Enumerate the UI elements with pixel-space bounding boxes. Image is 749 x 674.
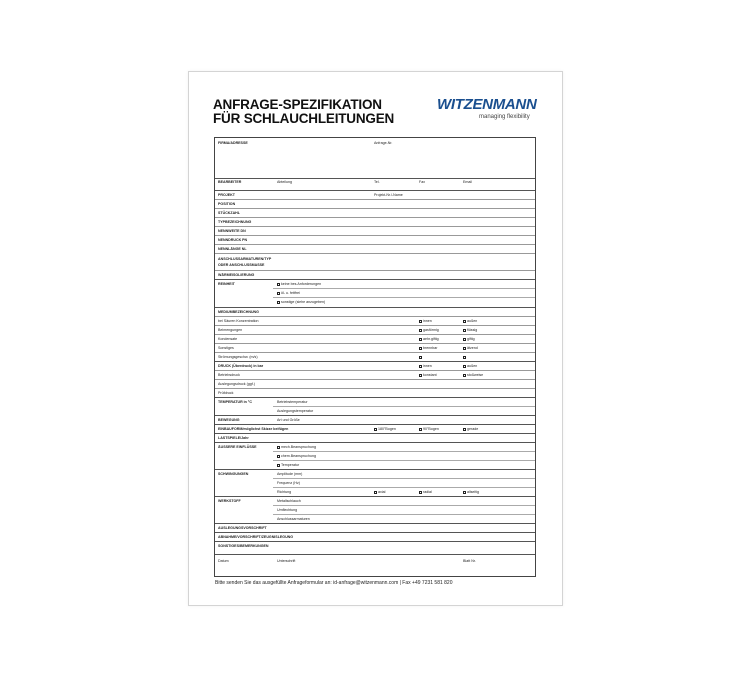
- title-line-2: FÜR SCHLAUCHLEITUNGEN: [213, 111, 395, 126]
- projekt-nr-label: Projekt-Nr./-Name: [374, 193, 403, 197]
- betriebsdruck-label: Betriebsdruck: [218, 373, 240, 377]
- abteilung-label: Abteilung: [277, 180, 292, 184]
- title-line-1: ANFRAGE-SPEZIFIKATION: [213, 97, 382, 112]
- form-divider: [215, 190, 535, 191]
- einbau-option[interactable]: gerade: [463, 427, 478, 431]
- form-divider: [215, 307, 535, 308]
- einbau-option[interactable]: 180°Bogen: [374, 427, 396, 431]
- aeussere-option[interactable]: Temperatur: [277, 463, 299, 467]
- projekt-label: PROJEKT: [218, 193, 235, 197]
- form-divider: [215, 334, 535, 335]
- reinheit-option[interactable]: sonstige (siehe anzugeben): [277, 300, 325, 304]
- aeussere-option[interactable]: chem.Beanspruchung: [277, 454, 316, 458]
- einbau-option[interactable]: 90°Bogen: [419, 427, 439, 431]
- form-divider: [215, 469, 535, 470]
- form-divider: [215, 415, 535, 416]
- checkbox-icon: [419, 491, 422, 494]
- form-divider: [215, 208, 535, 209]
- document-title: [213, 98, 394, 126]
- form-divider: [273, 406, 535, 407]
- auslegungsvorschrift-label: AUSLEGUNGSVORSCHRIFT: [218, 526, 267, 530]
- form-divider: [215, 433, 535, 434]
- form-divider: [273, 514, 535, 515]
- schwingungen-label: SCHWINGUNGEN: [218, 472, 249, 476]
- medium-option[interactable]: innen: [419, 319, 432, 323]
- checkbox-icon: [463, 347, 466, 350]
- checkbox-icon: [463, 329, 466, 332]
- logo-tagline: managing flexibility: [479, 114, 530, 120]
- checkbox-icon: [419, 320, 422, 323]
- tel-label: Tel.: [374, 180, 380, 184]
- medium-option[interactable]: flüssig: [463, 328, 477, 332]
- anschluss-label-2: ODER ANSCHLUSSMASSE: [218, 263, 265, 267]
- temperatur-label: TEMPERATUR in °C: [218, 400, 252, 404]
- form-divider: [215, 496, 535, 497]
- pruefdruck-label: Prüfdruck: [218, 391, 234, 395]
- medium-option[interactable]: ätzend: [463, 346, 478, 350]
- umflechtung-label: Umflechtung: [277, 508, 298, 512]
- medium-option[interactable]: [419, 355, 423, 359]
- form-divider: [215, 279, 535, 280]
- reinheit-option[interactable]: keine bes.Anforderungen: [277, 282, 321, 286]
- datum-label: Datum: [218, 559, 229, 563]
- auslegungsdruck-label: Auslegungsdruck (ggf.): [218, 382, 255, 386]
- checkbox-icon: [419, 329, 422, 332]
- bewegung-label: BEWEGUNG: [218, 418, 240, 422]
- checkbox-icon: [277, 283, 280, 286]
- form-divider: [215, 523, 535, 524]
- reinheit-label: REINHEIT: [218, 282, 235, 286]
- einbau-label: EINBAUFORM/möglichst Skizze beifügen: [218, 427, 289, 431]
- form-divider: [215, 388, 535, 389]
- beimengungen-label: Beimengungen: [218, 328, 243, 332]
- form-divider: [273, 487, 535, 488]
- checkbox-icon: [419, 356, 422, 359]
- checkbox-icon: [374, 491, 377, 494]
- typ-label: TYPBEZEICHNUNG: [218, 220, 252, 224]
- druck-option[interactable]: stoßweise: [463, 373, 483, 377]
- checkbox-icon: [374, 428, 377, 431]
- richtung-option[interactable]: allseitig: [463, 490, 479, 494]
- form-divider: [215, 352, 535, 353]
- auslegungstemp-label: Auslegungstemperatur: [277, 409, 314, 413]
- betriebstemp-label: Betriebstemperatur: [277, 400, 308, 404]
- checkbox-icon: [277, 464, 280, 467]
- blatt-nr-label: Blatt Nr.: [463, 559, 476, 563]
- form-divider: [215, 397, 535, 398]
- firma-label: FIRMA/ADRESSE: [218, 141, 248, 145]
- reinheit-option[interactable]: öl- u. fettfrei: [277, 291, 300, 295]
- form-divider: [215, 199, 535, 200]
- checkbox-icon: [463, 491, 466, 494]
- checkbox-icon: [419, 347, 422, 350]
- form-divider: [215, 554, 535, 555]
- druck-label: DRUCK (Überdruck) in bar: [218, 364, 264, 368]
- art-groesse-label: Art und Größe: [277, 418, 300, 422]
- checkbox-icon: [419, 374, 422, 377]
- nenndruck-label: NENNDRUCK PN: [218, 238, 248, 242]
- nennlaenge-label: NENNLÄNGE NL: [218, 247, 247, 251]
- checkbox-icon: [419, 428, 422, 431]
- fax-label: Fax: [419, 180, 425, 184]
- aeussere-option[interactable]: mech.Beanspruchung: [277, 445, 316, 449]
- form-divider: [273, 478, 535, 479]
- metallschlauch-label: Metallschlauch: [277, 499, 301, 503]
- medium-label: MEDIUMBEZEICHNUNG: [218, 310, 259, 314]
- lastspiele-label: LASTSPIELE/Jahr: [218, 436, 249, 440]
- saeuren-label: bei Säuren Konzentration: [218, 319, 259, 323]
- bearbeiter-label: BEARBEITER: [218, 180, 242, 184]
- anfrage-nr-label: Anfrage-Nr.: [374, 141, 393, 145]
- druck-option[interactable]: konstant: [419, 373, 437, 377]
- waermeisolierung-label: WÄRMEISOLIERUNG: [218, 273, 255, 277]
- form-divider: [273, 505, 535, 506]
- form-divider: [273, 460, 535, 461]
- form-divider: [215, 316, 535, 317]
- medium-option[interactable]: außen: [463, 319, 477, 323]
- checkbox-icon: [419, 338, 422, 341]
- aeussere-label: ÄUSSERE EINFLÜSSE: [218, 445, 257, 449]
- request-form: [214, 137, 536, 577]
- checkbox-icon: [463, 365, 466, 368]
- form-divider: [215, 424, 535, 425]
- checkbox-icon: [463, 374, 466, 377]
- checkbox-icon: [277, 455, 280, 458]
- amplitude-label: Amplitude (mm): [277, 472, 303, 476]
- checkbox-icon: [277, 301, 280, 304]
- werkstoff-label: WERKSTOFF: [218, 499, 241, 503]
- stueckzahl-label: STÜCKZAHL: [218, 211, 240, 215]
- form-divider: [215, 217, 535, 218]
- form-divider: [215, 343, 535, 344]
- medium-option[interactable]: brennbar: [419, 346, 437, 350]
- frequenz-label: Frequenz (Hz): [277, 481, 300, 485]
- richtung-option[interactable]: axial: [374, 490, 385, 494]
- witzenmann-logo: WITZENMANN: [437, 96, 537, 113]
- form-divider: [273, 451, 535, 452]
- position-label: POSITION: [218, 202, 236, 206]
- medium-option[interactable]: [463, 355, 467, 359]
- form-divider: [215, 325, 535, 326]
- checkbox-icon: [463, 356, 466, 359]
- form-divider: [215, 270, 535, 271]
- form-divider: [215, 178, 535, 179]
- form-divider: [215, 541, 535, 542]
- druck-option[interactable]: außen: [463, 364, 477, 368]
- unterschrift-label: Unterschrift: [277, 559, 296, 563]
- form-divider: [215, 442, 535, 443]
- richtung-option[interactable]: radial: [419, 490, 432, 494]
- form-divider: [215, 235, 535, 236]
- email-label: Email: [463, 180, 472, 184]
- checkbox-icon: [463, 338, 466, 341]
- footer-note: Bitte senden Sie das ausgefüllte Anfrageformular an: id-anfrage@witzenmann.com | Fax +49 7231 581 820: [215, 580, 453, 586]
- form-divider: [273, 297, 535, 298]
- checkbox-icon: [463, 428, 466, 431]
- sonstiges-bemerkungen-label: SONSTIGES/BEMERKUNGEN: [218, 544, 269, 548]
- kondensate-label: Kondensate: [218, 337, 238, 341]
- form-divider: [215, 361, 535, 362]
- form-divider: [215, 379, 535, 380]
- medium-option[interactable]: aehr.giftig: [419, 337, 439, 341]
- checkbox-icon: [277, 292, 280, 295]
- richtung-label: Richtung: [277, 490, 292, 494]
- medium-option[interactable]: gasförmig: [419, 328, 439, 332]
- checkbox-icon: [277, 446, 280, 449]
- form-divider: [215, 370, 535, 371]
- form-divider: [215, 244, 535, 245]
- checkbox-icon: [463, 320, 466, 323]
- anschlussarmaturen-label: Anschlussarmaturen: [277, 517, 310, 521]
- checkbox-icon: [419, 365, 422, 368]
- form-divider: [215, 226, 535, 227]
- druck-option[interactable]: innen: [419, 364, 432, 368]
- stroemung-label: Strömungsgeschw. (m/s): [218, 355, 258, 359]
- medium-option[interactable]: giftig: [463, 337, 475, 341]
- form-divider: [215, 253, 535, 254]
- form-divider: [273, 288, 535, 289]
- nennweite-label: NENNWEITE DN: [218, 229, 246, 233]
- form-divider: [215, 532, 535, 533]
- sonstiges-label: Sonstiges: [218, 346, 234, 350]
- anschluss-label-1: ANSCHLUSSARMATUREN/TYP: [218, 257, 272, 261]
- abnahme-label: ABNAHME/VORSCHRIFT/ZEUGNISLEGUNG: [218, 535, 294, 539]
